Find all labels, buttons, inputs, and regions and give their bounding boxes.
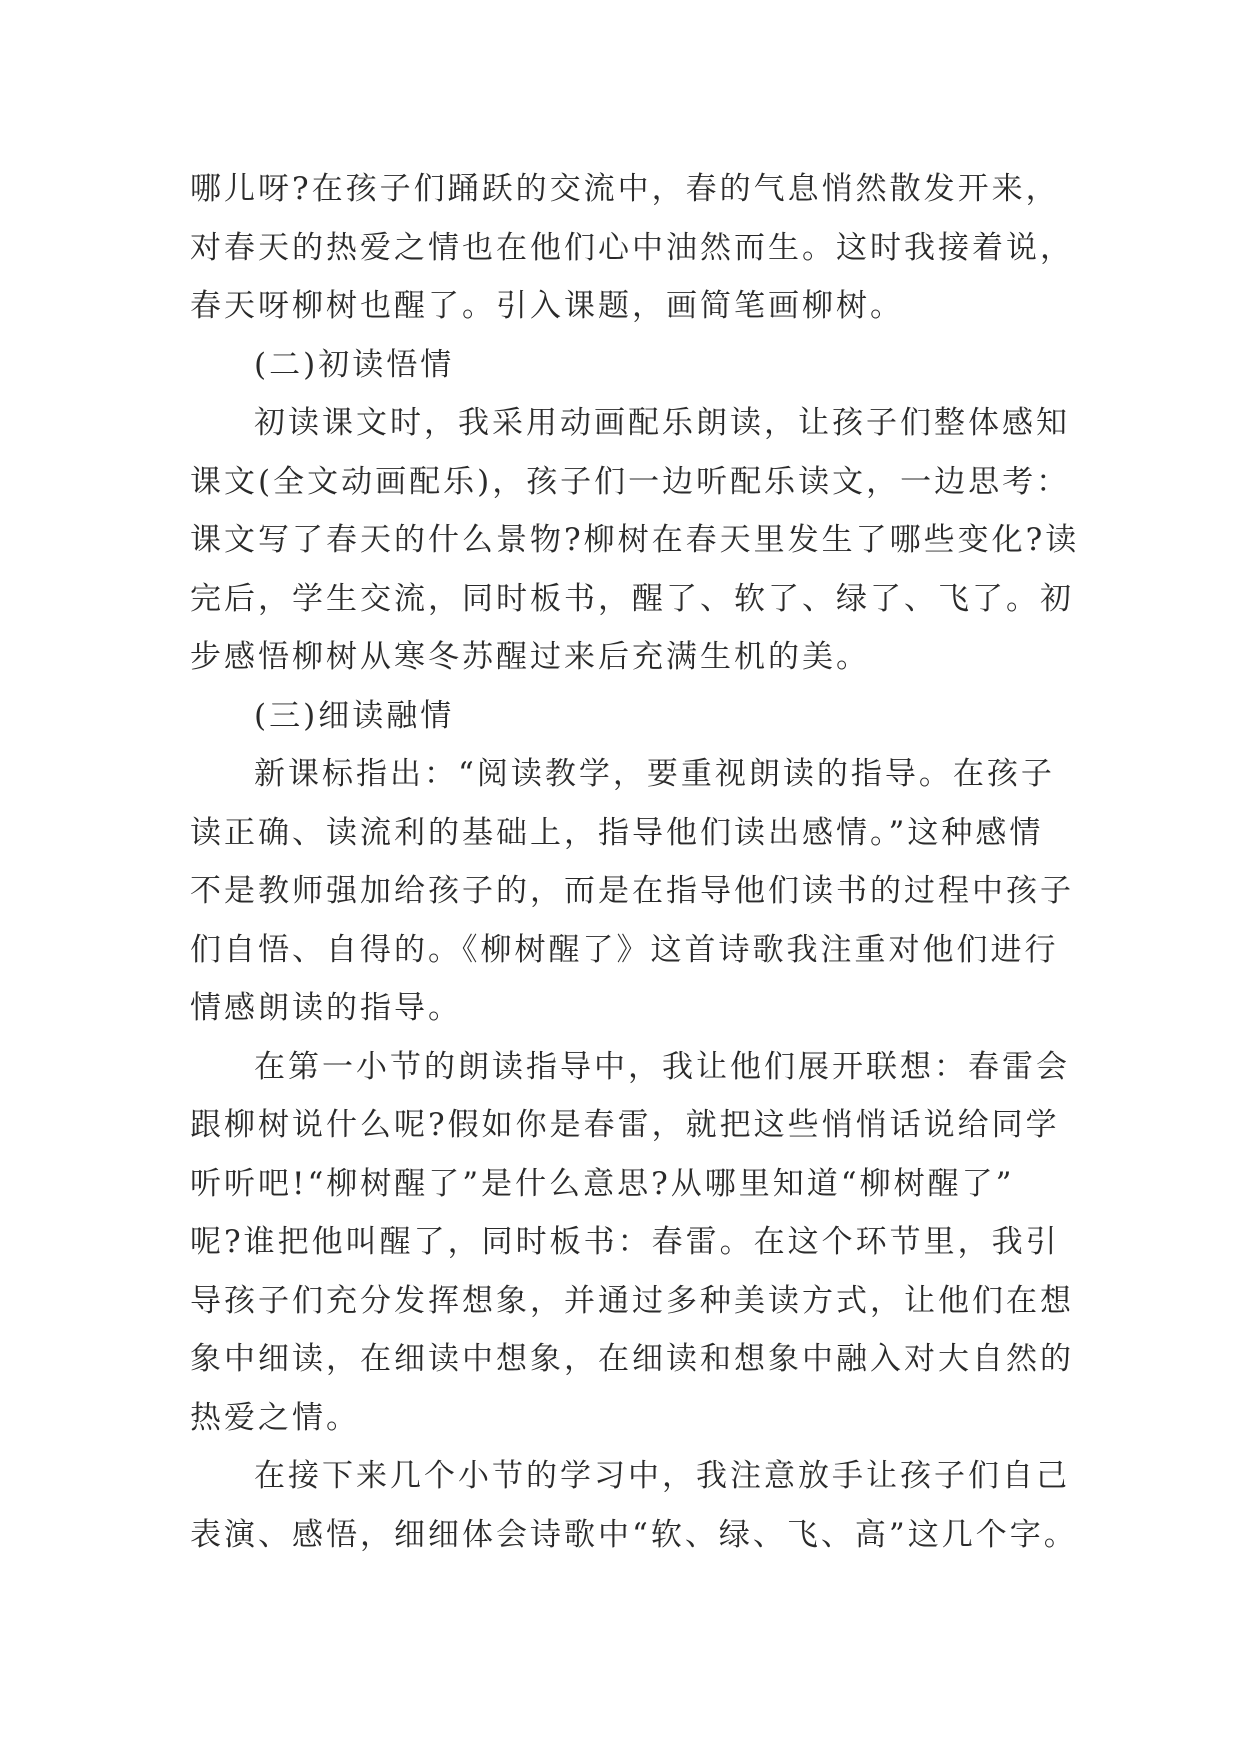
body-text — [190, 160, 1080, 1564]
text-line: 情感朗读的指导。 — [190, 990, 462, 1026]
text-line: 跟柳树说什么呢?假如你是春雷，就把这些悄悄话说给同学 — [190, 1107, 1060, 1143]
text-line: 完后，学生交流，同时板书，醒了、软了、绿了、飞了。初 — [190, 580, 1074, 617]
text-line: 春天呀柳树也醒了。引入课题，画简笔画柳树。 — [190, 288, 904, 324]
text-line: 步感悟柳树从寒冬苏醒过来后充满生机的美。 — [190, 639, 870, 675]
text-line: 初读课文时，我采用动画配乐朗读，让孩子们整体感知 — [254, 405, 1070, 441]
text-line: 课文写了春天的什么景物?柳树在春天里发生了哪些变化?读 — [190, 522, 1080, 558]
text-line: 听听吧!“柳树醒了”是什么意思?从哪里知道“柳树醒了” — [190, 1165, 1015, 1202]
text-line: 热爱之情。 — [190, 1399, 360, 1436]
section-heading: (三)细读融情 — [254, 697, 455, 734]
text-line: 不是教师强加给孩子的，而是在指导他们读书的过程中孩子 — [190, 873, 1074, 909]
section-heading: (二)初读悟情 — [254, 346, 455, 383]
text-line: 在第一小节的朗读指导中，我让他们展开联想：春雷会 — [254, 1048, 1070, 1085]
text-line: 课文(全文动画配乐)，孩子们一边听配乐读文，一边思考： — [190, 463, 1071, 500]
text-line: 新课标指出：“阅读教学，要重视朗读的指导。在孩子 — [254, 756, 1055, 792]
text-line: 导孩子们充分发挥想象，并通过多种美读方式，让他们在想 — [190, 1282, 1074, 1319]
text-line: 们自悟、自得的。《柳树醒了》这首诗歌我注重对他们进行 — [190, 931, 1059, 968]
text-line: 在接下来几个小节的学习中，我注意放手让孩子们自己 — [254, 1458, 1070, 1494]
text-line: 表演、感悟，细细体会诗歌中“软、绿、飞、高”这几个字。 — [190, 1516, 1078, 1553]
text-line: 呢?谁把他叫醒了，同时板书：春雷。在这个环节里，我引 — [190, 1224, 1060, 1260]
text-line: 哪儿呀?在孩子们踊跃的交流中，春的气息悄然散发开来， — [190, 171, 1060, 207]
text-line: 象中细读，在细读中想象，在细读和想象中融入对大自然的 — [190, 1341, 1074, 1377]
text-line: 读正确、读流利的基础上，指导他们读出感情。”这种感情 — [190, 814, 1044, 851]
text-line: 对春天的热爱之情也在他们心中油然而生。这时我接着说， — [190, 229, 1074, 266]
